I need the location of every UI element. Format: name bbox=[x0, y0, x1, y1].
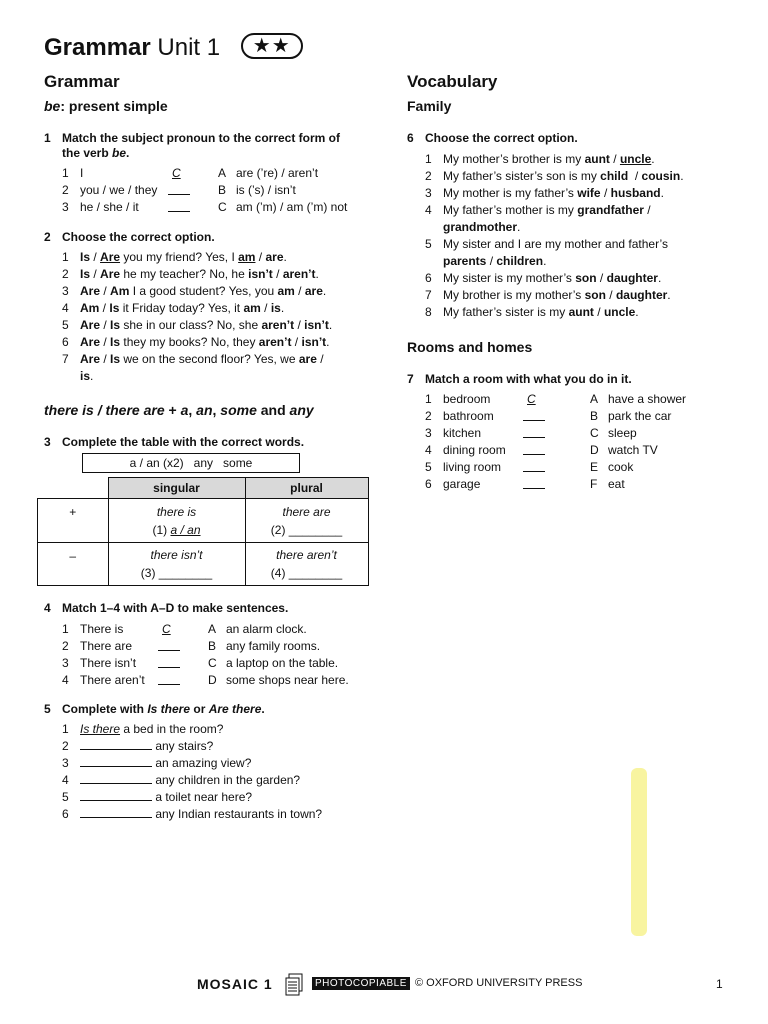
option-word[interactable]: are bbox=[265, 250, 284, 264]
item-number: 3 bbox=[425, 186, 432, 200]
sentence-text: / bbox=[628, 169, 642, 183]
sentence-text: . bbox=[326, 335, 330, 349]
sentence-text: it Friday today? Yes, it bbox=[119, 301, 244, 315]
option-word[interactable]: is bbox=[270, 301, 281, 315]
sentence-text: / bbox=[605, 288, 616, 302]
item-number: 1 bbox=[62, 722, 69, 736]
sentence-text: / bbox=[596, 271, 607, 285]
item-number: 6 bbox=[62, 807, 69, 821]
vocabulary-subheading-family: Family bbox=[407, 98, 452, 114]
sentence-text: My mother’s brother is my bbox=[443, 152, 585, 166]
option-word[interactable]: daughter bbox=[606, 271, 658, 285]
sentence-text: My father’s sister is my bbox=[443, 305, 569, 319]
option-word[interactable]: child bbox=[600, 169, 629, 183]
option-word[interactable]: Are bbox=[80, 284, 101, 298]
option-word[interactable]: parents bbox=[443, 254, 487, 268]
option-letter: A bbox=[590, 392, 599, 406]
option-text: watch TV bbox=[608, 443, 658, 457]
answer-blank[interactable] bbox=[80, 738, 152, 750]
item-number: 2 bbox=[62, 639, 69, 653]
title-unit: Unit 1 bbox=[157, 34, 221, 61]
ex5-t4: Are there bbox=[208, 702, 262, 716]
answer-blank[interactable] bbox=[168, 183, 190, 195]
sentence-text: . bbox=[680, 169, 684, 183]
option-text: am (’m) / am (’m) not bbox=[236, 200, 348, 214]
sub2-c: a bbox=[180, 402, 189, 418]
ex7-num: 7 bbox=[407, 372, 414, 386]
sub2-h: and bbox=[256, 402, 290, 418]
exercise-7-instruction bbox=[407, 372, 632, 387]
item-number: 2 bbox=[62, 183, 69, 197]
item-number: 5 bbox=[62, 790, 69, 804]
answer-blank[interactable] bbox=[80, 789, 152, 801]
option-word[interactable]: isn’t bbox=[301, 335, 327, 349]
item-left: There are bbox=[80, 639, 133, 653]
option-word[interactable]: grandmother bbox=[443, 220, 518, 234]
minus-sing-top: there isn’t bbox=[150, 548, 203, 562]
ex2-text: Choose the correct option. bbox=[62, 230, 215, 244]
sentence-text: / bbox=[100, 318, 111, 332]
ex5-t5: . bbox=[261, 702, 265, 716]
option-row bbox=[425, 185, 664, 201]
sentence-text: My mother is my father’s bbox=[443, 186, 578, 200]
sentence-text: any children in the garden? bbox=[152, 773, 301, 787]
option-word[interactable]: am bbox=[238, 250, 256, 264]
option-word[interactable]: Am bbox=[80, 301, 100, 315]
option-letter: A bbox=[218, 166, 227, 180]
exercise-5-instruction bbox=[44, 702, 265, 717]
plus-sing-ans: a / an bbox=[170, 522, 201, 537]
sentence-text: they my books? No, they bbox=[120, 335, 259, 349]
item-left: he / she / it bbox=[80, 200, 139, 214]
sentence-text: . bbox=[667, 288, 671, 302]
exercise-6-instruction bbox=[407, 131, 578, 146]
item-number: 3 bbox=[425, 426, 432, 440]
row-plus: + bbox=[38, 499, 109, 543]
exercise-1-instruction bbox=[44, 131, 374, 161]
sentence-text: / bbox=[100, 335, 111, 349]
footer-mosaic-logo: MOSAIC 1 bbox=[197, 976, 273, 992]
sentence-text: / bbox=[90, 267, 101, 281]
item-number: 1 bbox=[62, 622, 69, 636]
sentence-text: My brother is my mother’s bbox=[443, 288, 585, 302]
cell-plus-plural bbox=[245, 499, 368, 543]
plus-sing-bot bbox=[109, 523, 245, 537]
option-letter: B bbox=[218, 183, 227, 197]
option-word[interactable]: uncle bbox=[619, 152, 652, 166]
ex1-num: 1 bbox=[44, 131, 51, 145]
answer-blank[interactable] bbox=[523, 409, 545, 421]
sub2-i: any bbox=[289, 402, 314, 418]
sub-be-rest: : present simple bbox=[60, 98, 168, 114]
option-word[interactable]: son bbox=[584, 288, 606, 302]
word-box: a / an (x2) any some bbox=[82, 453, 300, 473]
item-number: 3 bbox=[62, 756, 69, 770]
option-word[interactable]: Is bbox=[110, 318, 121, 332]
sentence-text: a bed in the room? bbox=[120, 722, 224, 736]
fill-row bbox=[62, 772, 300, 788]
sub2-e: an bbox=[196, 402, 213, 418]
option-row bbox=[425, 219, 520, 235]
item-number: 2 bbox=[62, 267, 69, 281]
plus-pl-bot: (2) ________ bbox=[270, 522, 343, 537]
option-letter: B bbox=[208, 639, 217, 653]
sentence-text: My sister and I are my mother and father’s bbox=[443, 237, 668, 251]
answer-example: C bbox=[172, 166, 181, 180]
sentence-text: . bbox=[280, 301, 285, 315]
option-text: some shops near here. bbox=[226, 673, 349, 687]
ex1-line2a: the verb bbox=[62, 146, 113, 160]
cell-minus-singular bbox=[108, 543, 245, 586]
item-number: 4 bbox=[62, 673, 69, 687]
sentence-text: . bbox=[657, 271, 662, 285]
sentence-text: / bbox=[100, 352, 111, 366]
fill-row bbox=[62, 755, 251, 771]
option-text: an alarm clock. bbox=[226, 622, 307, 636]
answer-blank[interactable] bbox=[523, 426, 545, 438]
option-word[interactable]: am bbox=[277, 284, 295, 298]
title-bold: Grammar bbox=[44, 34, 151, 61]
item-number: 7 bbox=[62, 352, 69, 366]
fill-row bbox=[62, 721, 223, 737]
option-letter: F bbox=[590, 477, 598, 491]
option-letter: D bbox=[208, 673, 217, 687]
minus-pl-top: there aren’t bbox=[276, 548, 337, 562]
option-text: a laptop on the table. bbox=[226, 656, 339, 670]
option-word[interactable]: aren’t bbox=[261, 318, 295, 332]
sentence-text: . bbox=[660, 186, 664, 200]
item-number: 1 bbox=[62, 166, 69, 180]
grammar-heading: Grammar bbox=[44, 72, 120, 91]
sentence-text: / bbox=[593, 305, 604, 319]
sentence-text: / bbox=[291, 335, 302, 349]
plus-sing-num: (1) bbox=[152, 522, 171, 537]
sentence-text: / bbox=[600, 186, 611, 200]
sentence-text: . bbox=[90, 369, 94, 383]
sentence-text: / bbox=[90, 250, 101, 264]
ex5-num: 5 bbox=[44, 702, 51, 716]
item-left: There aren’t bbox=[80, 673, 145, 687]
option-word[interactable]: Are bbox=[80, 335, 101, 349]
option-text: are (’re) / aren’t bbox=[236, 166, 319, 180]
item-number: 7 bbox=[425, 288, 432, 302]
answer-example: Is there bbox=[80, 722, 121, 736]
item-left: living room bbox=[443, 460, 502, 474]
item-number: 4 bbox=[62, 773, 69, 787]
minus-sing-bot: (3) ________ bbox=[140, 566, 213, 580]
fill-row bbox=[62, 806, 322, 822]
item-number: 1 bbox=[62, 250, 69, 264]
sentence-text: . bbox=[635, 305, 639, 319]
item-number: 6 bbox=[425, 477, 432, 491]
sentence-text: / bbox=[294, 284, 305, 298]
sentence-text: she in our class? No, she bbox=[120, 318, 262, 332]
option-row bbox=[62, 266, 319, 282]
sentence-text: / bbox=[294, 318, 305, 332]
option-word[interactable]: Are bbox=[80, 352, 101, 366]
item-number: 4 bbox=[62, 301, 69, 315]
ex3-text: Complete the table with the correct words. bbox=[62, 435, 305, 449]
sentence-text: he my teacher? No, he bbox=[120, 267, 249, 281]
item-number: 2 bbox=[425, 169, 432, 183]
grammar-subheading-there-is bbox=[44, 402, 314, 418]
option-row bbox=[62, 283, 326, 299]
vocabulary-heading: Vocabulary bbox=[407, 72, 498, 91]
sentence-text: / bbox=[609, 152, 620, 166]
cell-minus-plural bbox=[245, 543, 368, 586]
exercise-2-instruction bbox=[44, 230, 215, 245]
item-number: 4 bbox=[425, 443, 432, 457]
option-letter: A bbox=[208, 622, 217, 636]
sentence-text: any stairs? bbox=[152, 739, 214, 753]
option-row bbox=[425, 304, 639, 320]
option-word[interactable]: am bbox=[243, 301, 261, 315]
item-left: garage bbox=[443, 477, 481, 491]
option-text: sleep bbox=[608, 426, 637, 440]
option-row bbox=[62, 368, 93, 384]
col-singular: singular bbox=[108, 478, 245, 499]
sub-be: be bbox=[44, 98, 61, 114]
sub2-b: + bbox=[164, 402, 181, 418]
item-number: 5 bbox=[425, 237, 432, 251]
answer-blank[interactable] bbox=[80, 755, 152, 767]
option-word[interactable]: are bbox=[304, 284, 323, 298]
exercise-3-instruction bbox=[44, 435, 304, 450]
option-word[interactable]: aunt bbox=[584, 152, 610, 166]
sentence-text: . bbox=[517, 220, 521, 234]
answer-blank[interactable] bbox=[523, 443, 545, 455]
sentence-text: / bbox=[272, 267, 283, 281]
sentence-text: . bbox=[328, 318, 333, 332]
option-row bbox=[62, 334, 330, 350]
option-word[interactable]: Are bbox=[80, 318, 101, 332]
sentence-text: / bbox=[316, 352, 324, 366]
item-left: There isn’t bbox=[80, 656, 137, 670]
answer-blank[interactable] bbox=[158, 639, 180, 651]
option-letter: D bbox=[590, 443, 599, 457]
grammar-subheading-be bbox=[44, 98, 168, 114]
item-number: 6 bbox=[425, 271, 432, 285]
table-corner bbox=[38, 478, 109, 499]
minus-pl-bot: (4) ________ bbox=[270, 566, 343, 580]
sentence-text: . bbox=[543, 254, 547, 268]
option-letter: C bbox=[590, 426, 599, 440]
sentence-text: / bbox=[99, 301, 110, 315]
option-word[interactable]: husband bbox=[610, 186, 661, 200]
sentence-text: an amazing view? bbox=[152, 756, 252, 770]
option-text: is (’s) / isn’t bbox=[236, 183, 296, 197]
option-word[interactable]: Are bbox=[100, 250, 121, 264]
option-word[interactable]: Is bbox=[80, 250, 91, 264]
item-left: kitchen bbox=[443, 426, 482, 440]
item-left: I bbox=[80, 166, 84, 180]
sub2-d: , bbox=[188, 402, 197, 418]
sub2-f: , bbox=[212, 402, 221, 418]
plus-pl-top: there are bbox=[282, 504, 331, 519]
ex3-num: 3 bbox=[44, 435, 51, 449]
sentence-text: / bbox=[643, 203, 651, 217]
answer-blank[interactable] bbox=[80, 806, 152, 818]
answer-example: C bbox=[162, 622, 171, 636]
vocabulary-subheading-rooms: Rooms and homes bbox=[407, 339, 533, 355]
option-word[interactable]: Is bbox=[109, 301, 120, 315]
item-number: 3 bbox=[62, 200, 69, 214]
photocopy-icon bbox=[284, 973, 304, 1000]
photocopiable-badge: PHOTOCOPIABLE bbox=[312, 977, 410, 990]
ex5-t2: Is there bbox=[147, 702, 191, 716]
option-word[interactable]: Are bbox=[100, 267, 121, 281]
ex4-num: 4 bbox=[44, 601, 51, 615]
option-word[interactable]: wife bbox=[577, 186, 601, 200]
option-text: cook bbox=[608, 460, 634, 474]
publisher-credit: © OXFORD UNIVERSITY PRESS bbox=[415, 977, 583, 989]
option-row bbox=[425, 168, 684, 184]
sentence-text: My father’s mother is my bbox=[443, 203, 578, 217]
option-word[interactable]: isn’t bbox=[304, 318, 329, 332]
sentence-text: My father’s sister’s son is my bbox=[443, 169, 601, 183]
option-word[interactable]: children bbox=[496, 254, 544, 268]
ex2-num: 2 bbox=[44, 230, 51, 244]
answer-blank[interactable] bbox=[523, 460, 545, 472]
ex5-t3: or bbox=[190, 702, 209, 716]
option-letter: B bbox=[590, 409, 599, 423]
item-number: 2 bbox=[425, 409, 432, 423]
sentence-text: you my friend? Yes, I bbox=[120, 250, 239, 264]
difficulty-stars-icon: ★★ bbox=[241, 33, 303, 59]
ex1-line1: Match the subject pronoun to the correct form of bbox=[62, 131, 341, 145]
sentence-text: / bbox=[260, 301, 271, 315]
sentence-text: a toilet near here? bbox=[152, 790, 253, 804]
option-word[interactable]: Am bbox=[110, 284, 130, 298]
option-word[interactable]: aren’t bbox=[282, 267, 316, 281]
ex6-text: Choose the correct option. bbox=[425, 131, 578, 145]
item-number: 5 bbox=[425, 460, 432, 474]
sentence-text: we on the second floor? Yes, we bbox=[120, 352, 299, 366]
item-number: 8 bbox=[425, 305, 432, 319]
item-left: There is bbox=[80, 622, 124, 636]
item-number: 5 bbox=[62, 318, 69, 332]
option-letter: E bbox=[590, 460, 599, 474]
option-row bbox=[62, 300, 284, 316]
option-word[interactable]: cousin bbox=[641, 169, 681, 183]
sentence-text: / bbox=[100, 284, 111, 298]
sentence-text: My sister is my mother’s bbox=[443, 271, 576, 285]
option-row bbox=[425, 270, 661, 286]
item-number: 4 bbox=[425, 203, 432, 217]
plus-sing-top: there is bbox=[156, 504, 197, 519]
option-row bbox=[425, 287, 671, 303]
sentence-text: / bbox=[255, 250, 266, 264]
option-text: eat bbox=[608, 477, 625, 491]
answer-blank[interactable] bbox=[168, 200, 190, 212]
sentence-text: . bbox=[283, 250, 287, 264]
answer-blank[interactable] bbox=[158, 656, 180, 668]
option-row bbox=[425, 236, 668, 252]
sub2-a: there is / there are bbox=[44, 402, 165, 418]
ex6-num: 6 bbox=[407, 131, 414, 145]
col-plural: plural bbox=[245, 478, 368, 499]
option-word[interactable]: Is bbox=[110, 352, 121, 366]
item-number: 1 bbox=[425, 152, 432, 166]
sentence-text: I a good student? Yes, you bbox=[129, 284, 278, 298]
item-number: 1 bbox=[425, 392, 432, 406]
option-word[interactable]: son bbox=[575, 271, 597, 285]
page-title bbox=[44, 33, 303, 62]
option-row bbox=[62, 351, 324, 367]
item-number: 2 bbox=[62, 739, 69, 753]
ex5-t1: Complete with bbox=[62, 702, 148, 716]
item-left: dining room bbox=[443, 443, 506, 457]
fill-row bbox=[62, 789, 252, 805]
sentence-text: . bbox=[651, 152, 655, 166]
item-number: 3 bbox=[62, 656, 69, 670]
cell-plus-singular bbox=[108, 499, 245, 543]
sentence-text: . bbox=[322, 284, 327, 298]
option-word[interactable]: Is bbox=[110, 335, 121, 349]
option-row bbox=[425, 202, 651, 218]
sub2-g: some bbox=[220, 402, 257, 418]
ex4-text: Match 1–4 with A–D to make sentences. bbox=[62, 601, 289, 615]
page-number: 1 bbox=[716, 977, 723, 991]
row-minus: – bbox=[38, 543, 109, 586]
item-left: bedroom bbox=[443, 392, 491, 406]
exercise-4-instruction bbox=[44, 601, 288, 616]
answer-blank[interactable] bbox=[80, 772, 152, 784]
option-row bbox=[62, 317, 332, 333]
exercise-3-table bbox=[37, 477, 369, 586]
option-word[interactable]: aren’t bbox=[258, 335, 292, 349]
item-number: 3 bbox=[62, 284, 69, 298]
ex1-text: Match the subject pronoun to the correct form of the verb be. bbox=[62, 131, 341, 160]
item-left: bathroom bbox=[443, 409, 494, 423]
fill-row bbox=[62, 738, 213, 754]
sentence-text: . bbox=[315, 267, 319, 281]
option-text: park the car bbox=[608, 409, 672, 423]
sentence-text: any Indian restaurants in town? bbox=[152, 807, 323, 821]
option-row bbox=[62, 249, 287, 265]
option-word[interactable]: uncle bbox=[603, 305, 636, 319]
answer-example: C bbox=[527, 392, 536, 406]
ex7-text: Match a room with what you do in it. bbox=[425, 372, 632, 386]
option-letter: C bbox=[208, 656, 217, 670]
option-row bbox=[425, 253, 546, 269]
item-number: 6 bbox=[62, 335, 69, 349]
ex1-line2b: be bbox=[112, 146, 127, 160]
option-word[interactable]: Is bbox=[80, 267, 91, 281]
answer-blank[interactable] bbox=[523, 477, 545, 489]
sentence-text: / bbox=[486, 254, 497, 268]
highlighter-mark bbox=[631, 768, 647, 936]
option-word[interactable]: isn’t bbox=[248, 267, 273, 281]
option-word[interactable]: grandfather bbox=[577, 203, 644, 217]
option-row bbox=[425, 151, 655, 167]
option-word[interactable]: daughter bbox=[615, 288, 668, 302]
option-word[interactable]: are bbox=[298, 352, 317, 366]
option-text: any family rooms. bbox=[226, 639, 321, 653]
item-left: you / we / they bbox=[80, 183, 158, 197]
option-word[interactable]: aunt bbox=[568, 305, 594, 319]
option-word[interactable]: is bbox=[80, 369, 91, 383]
answer-blank[interactable] bbox=[158, 673, 180, 685]
option-text: have a shower bbox=[608, 392, 687, 406]
option-letter: C bbox=[218, 200, 227, 214]
